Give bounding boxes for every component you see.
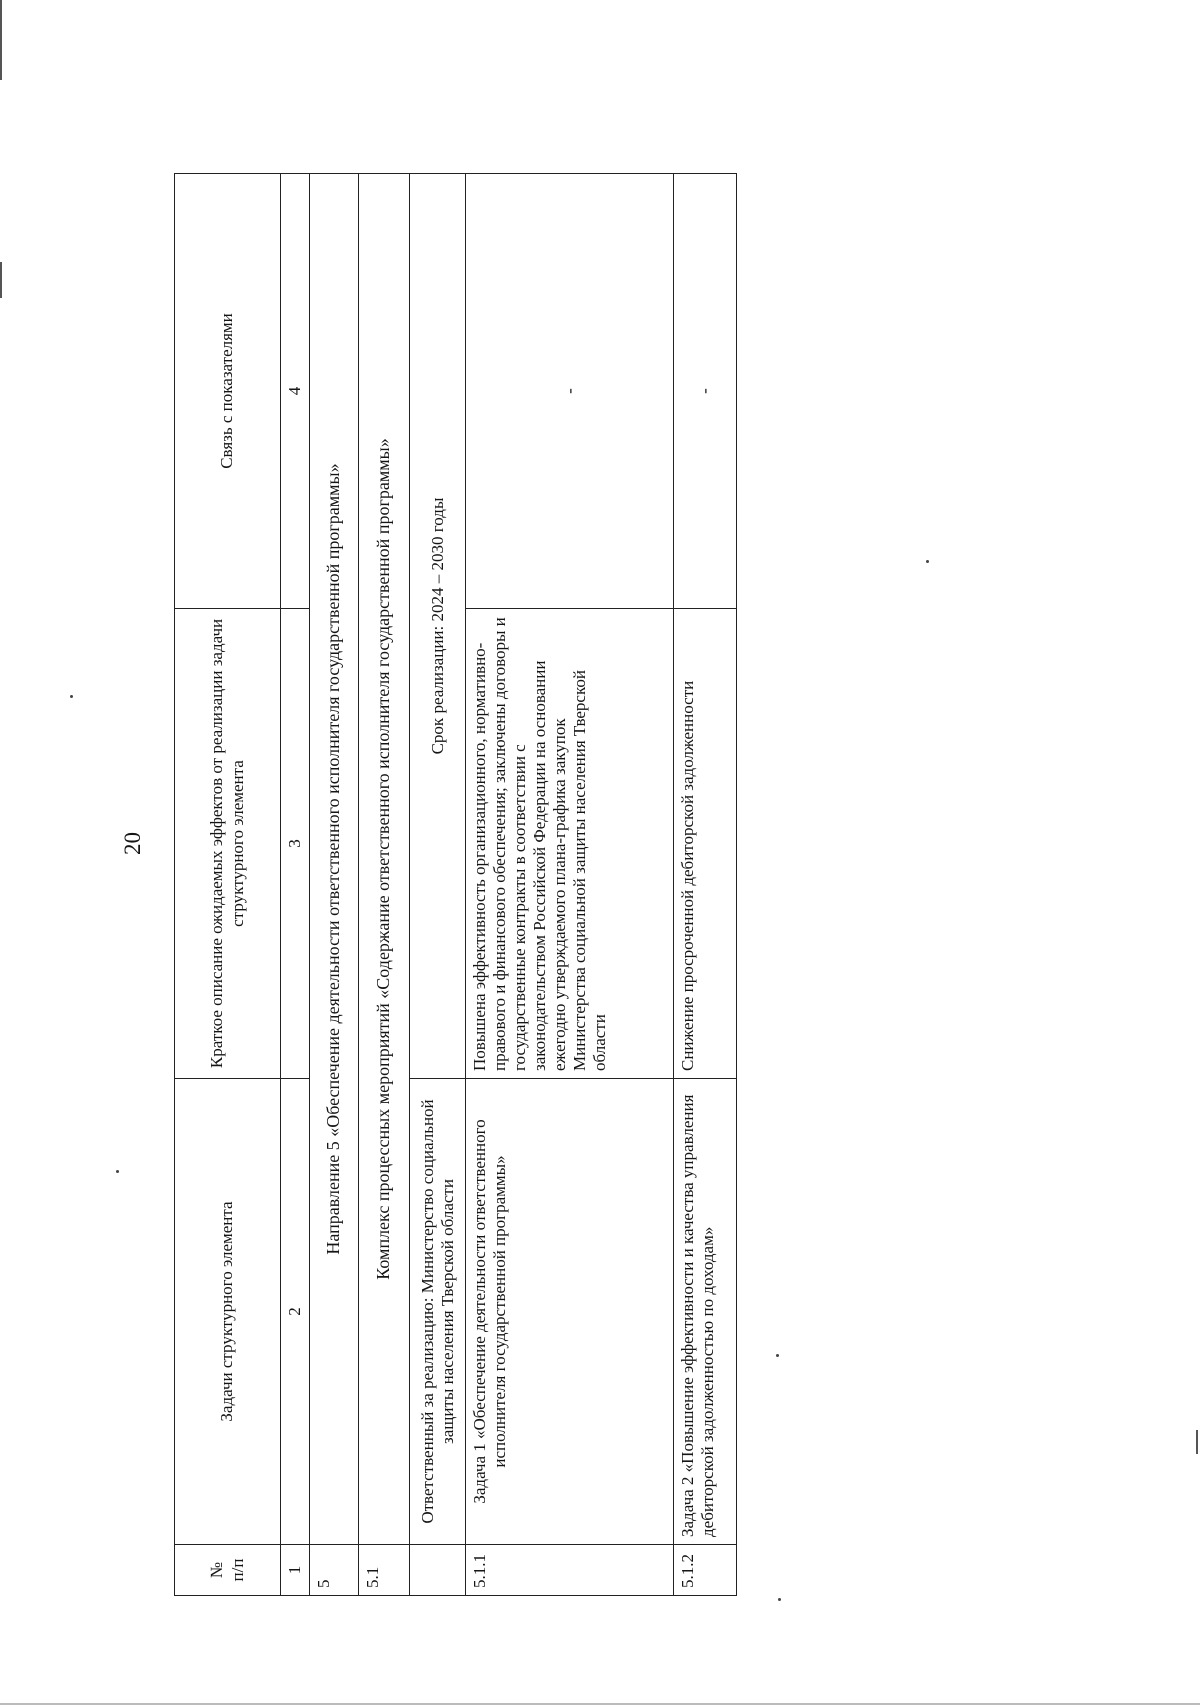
rotated-table-container	[174, 174, 1200, 1596]
direction-row	[310, 174, 359, 1596]
table-row	[674, 174, 737, 1596]
scan-edge-mark	[1196, 1430, 1198, 1454]
structure-tasks-table	[174, 173, 737, 1596]
scan-speck	[778, 1598, 781, 1601]
header-description: Краткое описание ожидаемых эффектов от реализации задачи структурного элемента	[175, 609, 281, 1079]
responsible-row	[410, 174, 466, 1596]
index-row	[281, 174, 310, 1596]
task-text: Задача 2 «Повышение эффективности и качества управления дебиторской задолженностью по доходам»	[674, 1079, 737, 1545]
page-number: 20	[120, 832, 145, 855]
index-cell: 4	[281, 174, 310, 609]
header-tasks: Задачи структурного элемента	[175, 1079, 281, 1545]
scan-speck	[776, 1354, 779, 1357]
responsible-text: Ответственный за реализацию: Министерство социальной защиты населения Тверской области	[410, 1079, 466, 1545]
direction-title: Направление 5 «Обеспечение деятельности ответственного исполнителя государственной программы»	[310, 174, 359, 1545]
complex-row	[359, 174, 410, 1596]
scan-speck	[116, 1170, 119, 1173]
term-text: Срок реализации: 2024 – 2030 годы	[410, 174, 466, 1079]
task-num: 5.1.2	[674, 1545, 737, 1596]
scan-edge-mark	[0, 0, 2, 80]
task-text: Задача 1 «Обеспечение деятельности ответственного исполнителя государственной программы»	[466, 1079, 674, 1545]
scan-speck	[926, 560, 929, 563]
task-num: 5.1.1	[466, 1545, 674, 1596]
scan-speck	[70, 695, 73, 698]
header-row	[175, 174, 281, 1596]
complex-num: 5.1	[359, 1545, 410, 1596]
direction-num: 5	[310, 1545, 359, 1596]
task-link: -	[674, 174, 737, 609]
responsible-num	[410, 1545, 466, 1596]
index-cell: 3	[281, 609, 310, 1079]
task-link: -	[466, 174, 674, 609]
header-num: № п/п	[175, 1545, 281, 1596]
complex-title: Комплекс процессных мероприятий «Содержание ответственного исполнителя государственной программы»	[359, 174, 410, 1545]
scan-bottom-edge	[0, 1703, 1200, 1705]
scan-edge-mark	[0, 262, 2, 298]
task-description: Снижение просроченной дебиторской задолженности	[674, 609, 737, 1079]
task-description: Повышена эффективность организационного, нормативно-правового и финансового обеспечения; заключены договоры и государственные контракты в соответствии с законодательством Российской Федерации на основании ежегодно утверждаемого плана-графика закупок Министерства социальной защиты населения Тверской области	[466, 609, 674, 1079]
index-cell: 2	[281, 1079, 310, 1545]
header-link: Связь с показателями	[175, 174, 281, 609]
index-cell: 1	[281, 1545, 310, 1596]
table-row	[466, 174, 674, 1596]
